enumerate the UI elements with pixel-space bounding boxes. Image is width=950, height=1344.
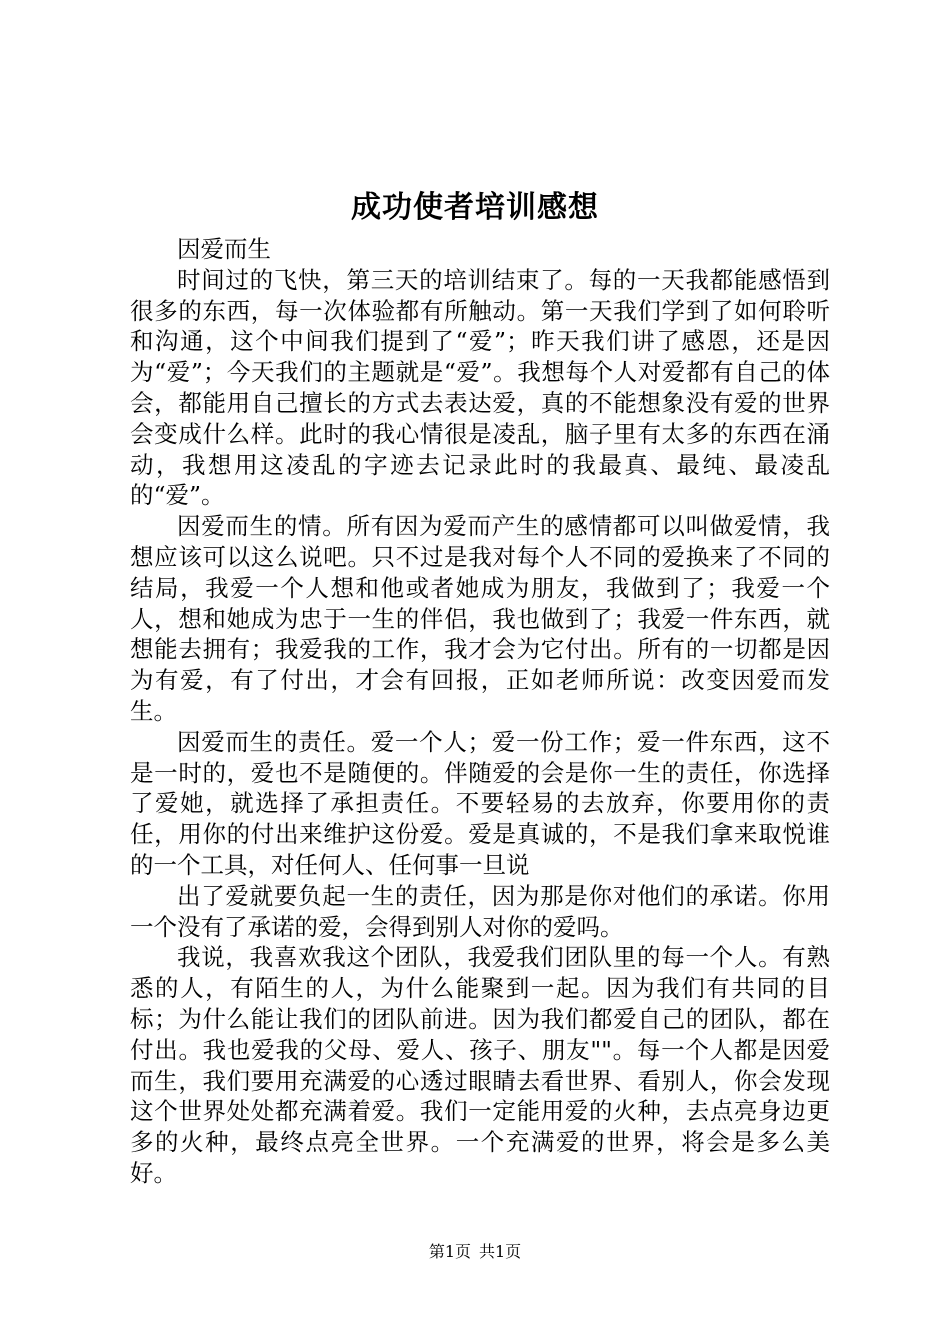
paragraph: 时间过的飞快，第三天的培训结束了。每的一天我都能感悟到很多的东西，每一次体验都有所触动。第一天我们学到了如何聆听和沟通，这个中间我们提到了“爱”；昨天我们讲了感恩，还是因为“爱”；今天我们的主题就是“爱”。我想每个人对爱都有自己的体会，都能用自己擅长的方式去表达爱，真的不能想象没有爱的世界会变成什么样。此时的我心情很是凌乱，脑子里有太多的东西在涌动，我想用这凌乱的字迹去记录此时的我最真、最纯、最凌乱的“爱”。 (130, 265, 830, 510)
page-number: 第1页 (428, 1242, 471, 1261)
paragraph: 因爱而生的情。所有因为爱而产生的感情都可以叫做爱情，我想应该可以这么说吧。只不过是我对每个人不同的爱换来了不同的结局，我爱一个人想和他或者她成为朋友，我做到了；我爱一个人，想和她成为忠于一生的伴侣，我也做到了；我爱一件东西，就想能去拥有；我爱我的工作，我才会为它付出。所有的一切都是因为有爱，有了付出，才会有回报，正如老师所说：改变因爱而发生。 (130, 512, 830, 725)
document-title: 成功使者培训感想 (351, 190, 599, 225)
page-total: 共1页 (479, 1242, 522, 1261)
document-body (130, 234, 830, 1189)
paragraph: 出了爱就要负起一生的责任，因为那是你对他们的承诺。你用一个没有了承诺的爱，会得到别人对你的爱吗。 (130, 881, 830, 941)
paragraph: 因爱而生的责任。爱一个人；爱一份工作；爱一件东西，这不是一时的，爱也不是随便的。伴随爱的会是你一生的责任，你选择了爱她，就选择了承担责任。不要轻易的去放弃，你要用你的责任，用你的付出来维护这份爱。爱是真诚的，不是我们拿来取悦谁的一个工具，对任何人、任何事一旦说 (130, 727, 830, 879)
paragraph: 我说，我喜欢我这个团队，我爱我们团队里的每一个人。有熟悉的人，有陌生的人，为什么能聚到一起。因为我们有共同的目标；为什么能让我们的团队前进。因为我们都爱自己的团队，都在付出。我也爱我的父母、爱人、孩子、朋友""。每一个人都是因爱而生，我们要用充满爱的心透过眼睛去看世界、看别人，你会发现这个世界处处都充满着爱。我们一定能用爱的火种，去点亮身边更多的火种，最终点亮全世界。一个充满爱的世界，将会是多么美好。 (130, 943, 830, 1187)
paragraph-heading: 因爱而生 (177, 235, 271, 263)
page-footer (0, 1240, 950, 1264)
